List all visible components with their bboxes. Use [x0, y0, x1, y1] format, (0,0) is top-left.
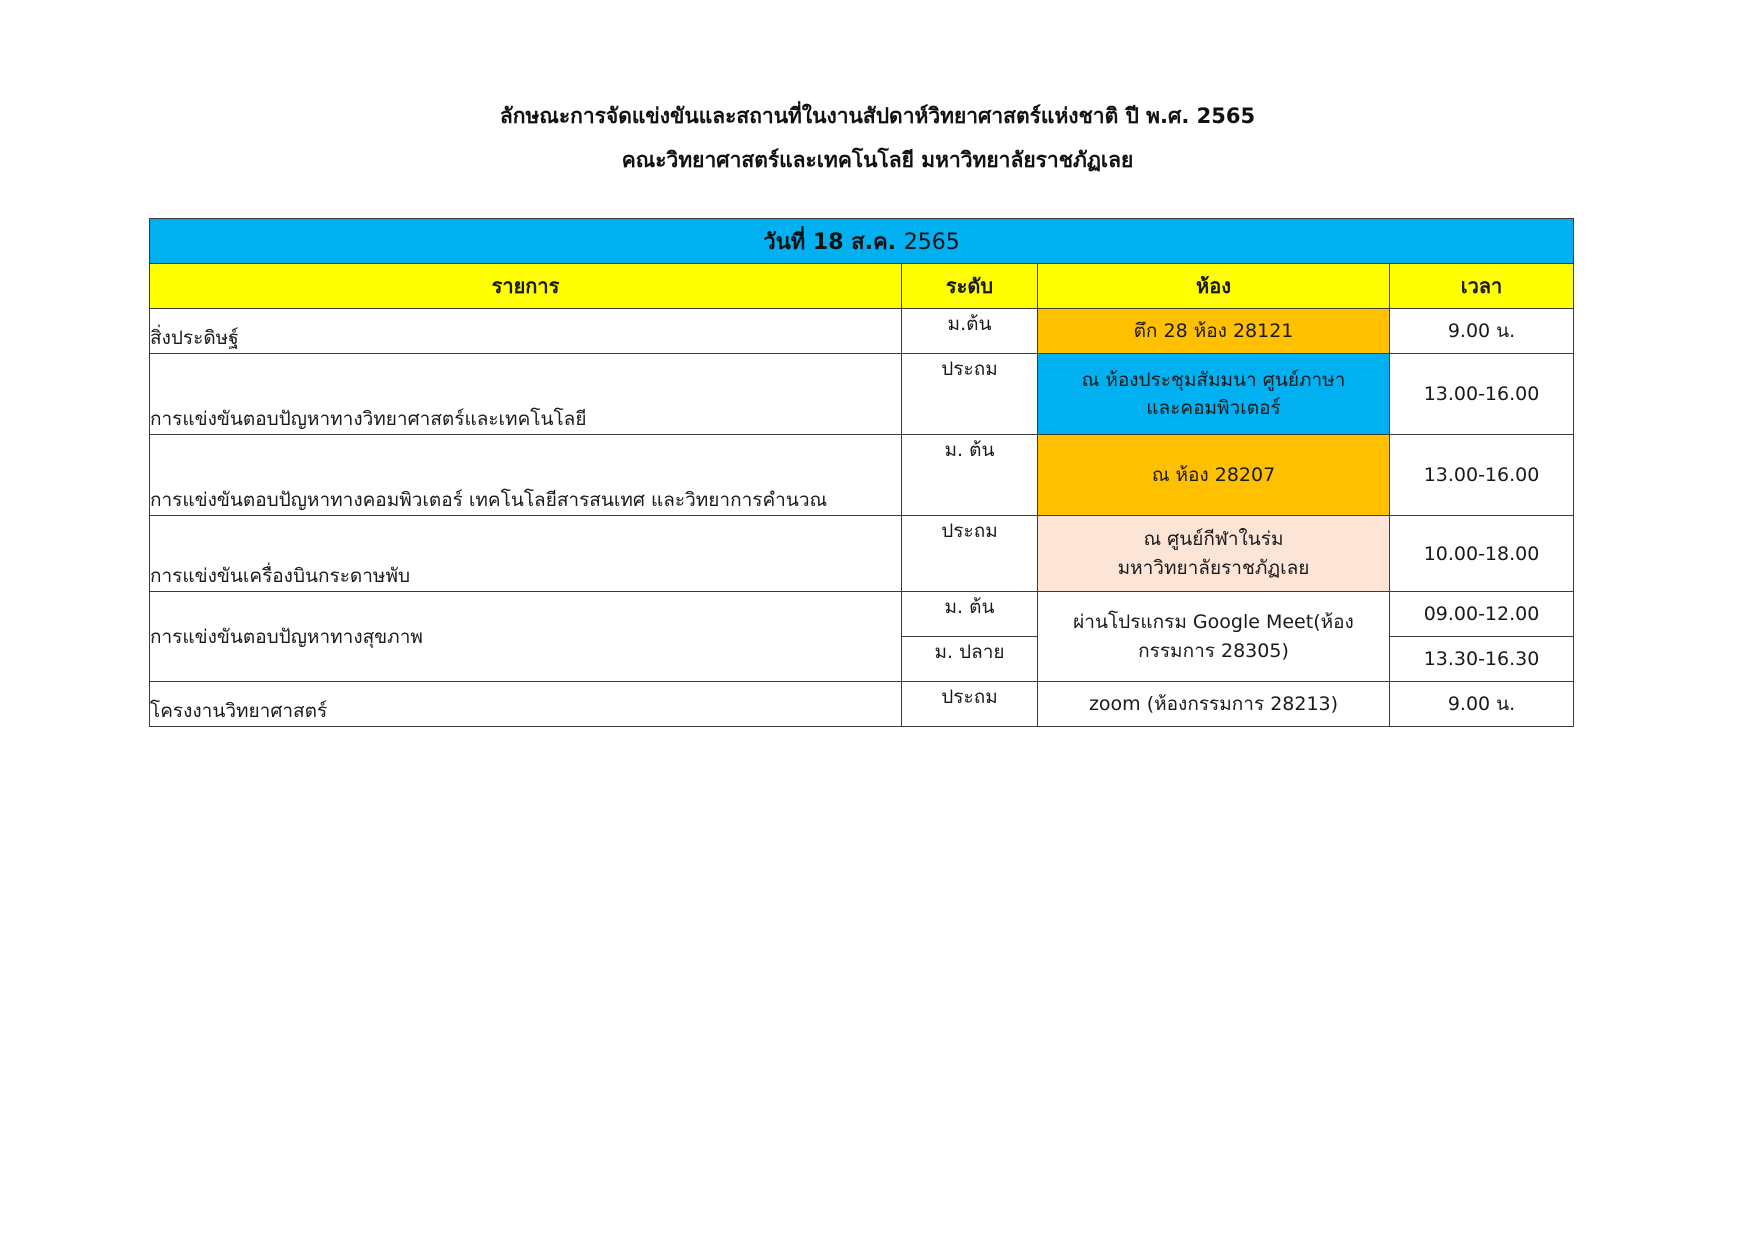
date-label: วันที่ 18 ส.ค. [763, 229, 897, 255]
date-year: 2565 [903, 229, 960, 255]
header-item: รายการ [150, 264, 902, 309]
table-row [150, 435, 1574, 516]
date-banner [150, 219, 1574, 264]
room-cell [1038, 516, 1390, 592]
item-cell: การแข่งขันตอบปัญหาทางคอมพิวเตอร์ เทคโนโลยีสารสนเทศ และวิทยาการคำนวณ [150, 435, 902, 516]
time-cell: 10.00-18.00 [1390, 516, 1574, 592]
room-line: ผ่านโปรแกรม Google Meet(ห้อง [1073, 611, 1354, 633]
header-level: ระดับ [902, 264, 1038, 309]
item-cell: โครงงานวิทยาศาสตร์ [150, 682, 902, 727]
level-cell: ม. ต้น [902, 435, 1038, 516]
room-line: มหาวิทยาลัยราชภัฏเลย [1117, 556, 1310, 579]
room-cell [1038, 592, 1390, 682]
room-line: ณ ห้องประชุมสัมมนา ศูนย์ภาษา [1081, 368, 1346, 391]
header-row [150, 264, 1574, 309]
table-row [150, 309, 1574, 354]
table-row [150, 682, 1574, 727]
level-cell: ม. ต้น [902, 592, 1038, 637]
schedule-table [149, 218, 1574, 727]
room-line: กรรมการ 28305) [1138, 639, 1289, 662]
time-cell: 13.00-16.00 [1390, 435, 1574, 516]
room-cell [1038, 354, 1390, 435]
room-cell: zoom (ห้องกรรมการ 28213) [1038, 682, 1390, 727]
room-cell: ตึก 28 ห้อง 28121 [1038, 309, 1390, 354]
level-cell: ประถม [902, 682, 1038, 727]
document-title-line2: คณะวิทยาศาสตร์และเทคโนโลยี มหาวิทยาลัยราชภัฏเลย [621, 148, 1134, 172]
level-cell: ประถม [902, 354, 1038, 435]
time-cell: 9.00 น. [1390, 309, 1574, 354]
item-cell: การแข่งขันตอบปัญหาทางสุขภาพ [150, 592, 902, 682]
time-cell: 09.00-12.00 [1390, 592, 1574, 637]
header-time: เวลา [1390, 264, 1574, 309]
document-title-line1: ลักษณะการจัดแข่งขันและสถานที่ในงานสัปดาห์วิทยาศาสตร์แห่งชาติ ปี พ.ศ. 2565 [499, 104, 1256, 128]
header-room: ห้อง [1038, 264, 1390, 309]
room-line: และคอมพิวเตอร์ [1146, 397, 1281, 419]
level-cell: ม.ต้น [902, 309, 1038, 354]
table-row [150, 592, 1574, 637]
room-cell: ณ ห้อง 28207 [1038, 435, 1390, 516]
table-row [150, 354, 1574, 435]
room-line: ณ ศูนย์กีฬาในร่ม [1143, 528, 1284, 550]
item-cell: การแข่งขันตอบปัญหาทางวิทยาศาสตร์และเทคโนโลยี [150, 354, 902, 435]
level-cell: ประถม [902, 516, 1038, 592]
level-cell: ม. ปลาย [902, 637, 1038, 682]
time-cell: 13.30-16.30 [1390, 637, 1574, 682]
time-cell: 9.00 น. [1390, 682, 1574, 727]
item-cell: สิ่งประดิษฐ์ [150, 309, 902, 354]
time-cell: 13.00-16.00 [1390, 354, 1574, 435]
date-banner-row [150, 219, 1574, 264]
table-row [150, 516, 1574, 592]
item-cell: การแข่งขันเครื่องบินกระดาษพับ [150, 516, 902, 592]
